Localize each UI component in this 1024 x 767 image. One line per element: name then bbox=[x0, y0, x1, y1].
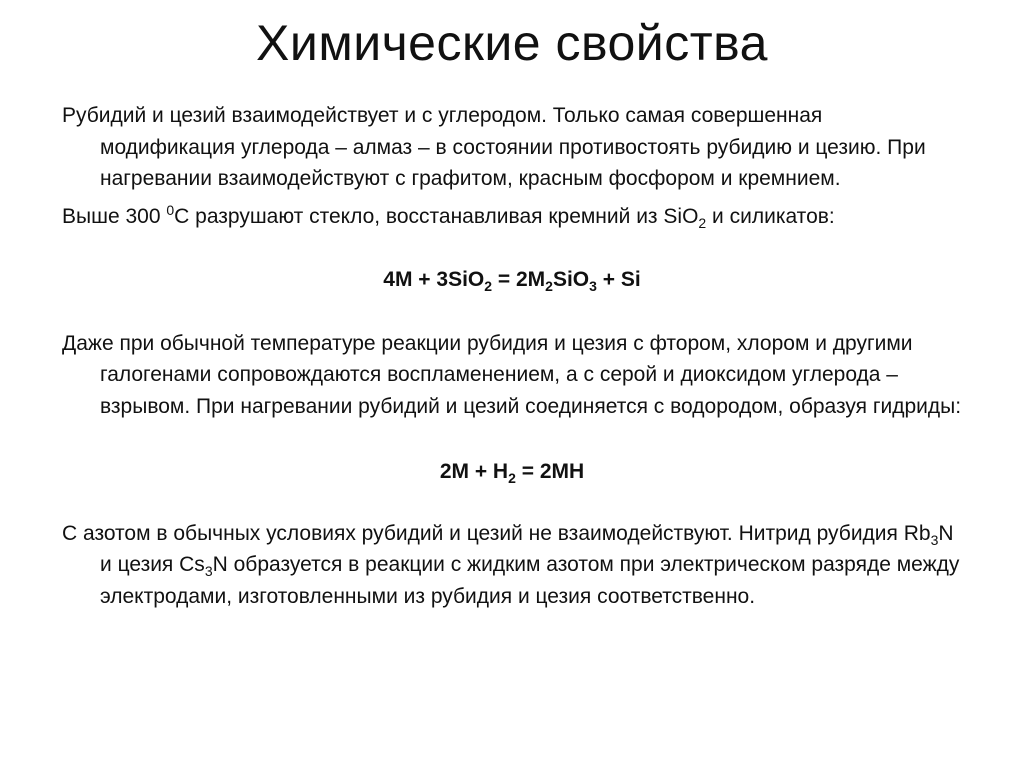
slide-body bbox=[62, 100, 962, 618]
subscript: 2 bbox=[484, 278, 493, 294]
paragraph-halogens: Даже при обычной температуре реакции рубидия и цезия с фтором, хлором и другими галогенами сопровождаются воспламенением, а с серой и диоксидом углерода – взрывом. При нагревании рубидий и цезий соединяется с водородом, образуя гидриды: bbox=[62, 331, 962, 418]
subscript: 3 bbox=[930, 531, 939, 548]
text-segment: С разрушают стекло, восстанавливая кремний из SiO bbox=[174, 204, 699, 228]
subscript: 2 bbox=[698, 214, 707, 231]
subscript: 2 bbox=[545, 278, 553, 294]
eq-segment: 2M + H bbox=[439, 460, 509, 483]
eq-segment: = 2M bbox=[492, 268, 546, 291]
eq-segment: = 2MH bbox=[515, 460, 585, 483]
equation-silica bbox=[62, 264, 962, 296]
subscript: 3 bbox=[589, 278, 597, 294]
paragraph-nitrogen bbox=[62, 518, 970, 613]
eq-segment: + Si bbox=[596, 268, 641, 291]
paragraph-carbon: Рубидий и цезий взаимодействует и с углеродом. Только самая совершенная модификация углерода – алмаз – в состоянии противостоять рубидию и цезию. При нагревании взаимодействуют с графитом, красным фосфором и кремнием. bbox=[62, 104, 926, 190]
text-segment: С азотом в обычных условиях рубидий и цезий не взаимодействуют. Нитрид рубидия Rb bbox=[62, 521, 931, 545]
eq-segment: SiO bbox=[552, 268, 590, 291]
text-segment: N и цезия Cs bbox=[100, 521, 954, 576]
superscript: 0 bbox=[166, 201, 175, 218]
slide-title: Химические свойства bbox=[256, 15, 768, 71]
subscript: 2 bbox=[508, 470, 516, 486]
text-segment: N образуется в реакции с жидким азотом при электрическом разряде между электродами, изготовленными из рубидия и цезия соответственно. bbox=[100, 553, 960, 608]
equation-hydride bbox=[62, 456, 962, 488]
text-segment: и силикатов: bbox=[706, 204, 835, 228]
text-segment: Выше 300 bbox=[62, 204, 167, 228]
eq-segment: 4M + 3SiO bbox=[383, 268, 485, 291]
subscript: 3 bbox=[204, 563, 213, 579]
paragraph-glass bbox=[62, 201, 962, 233]
